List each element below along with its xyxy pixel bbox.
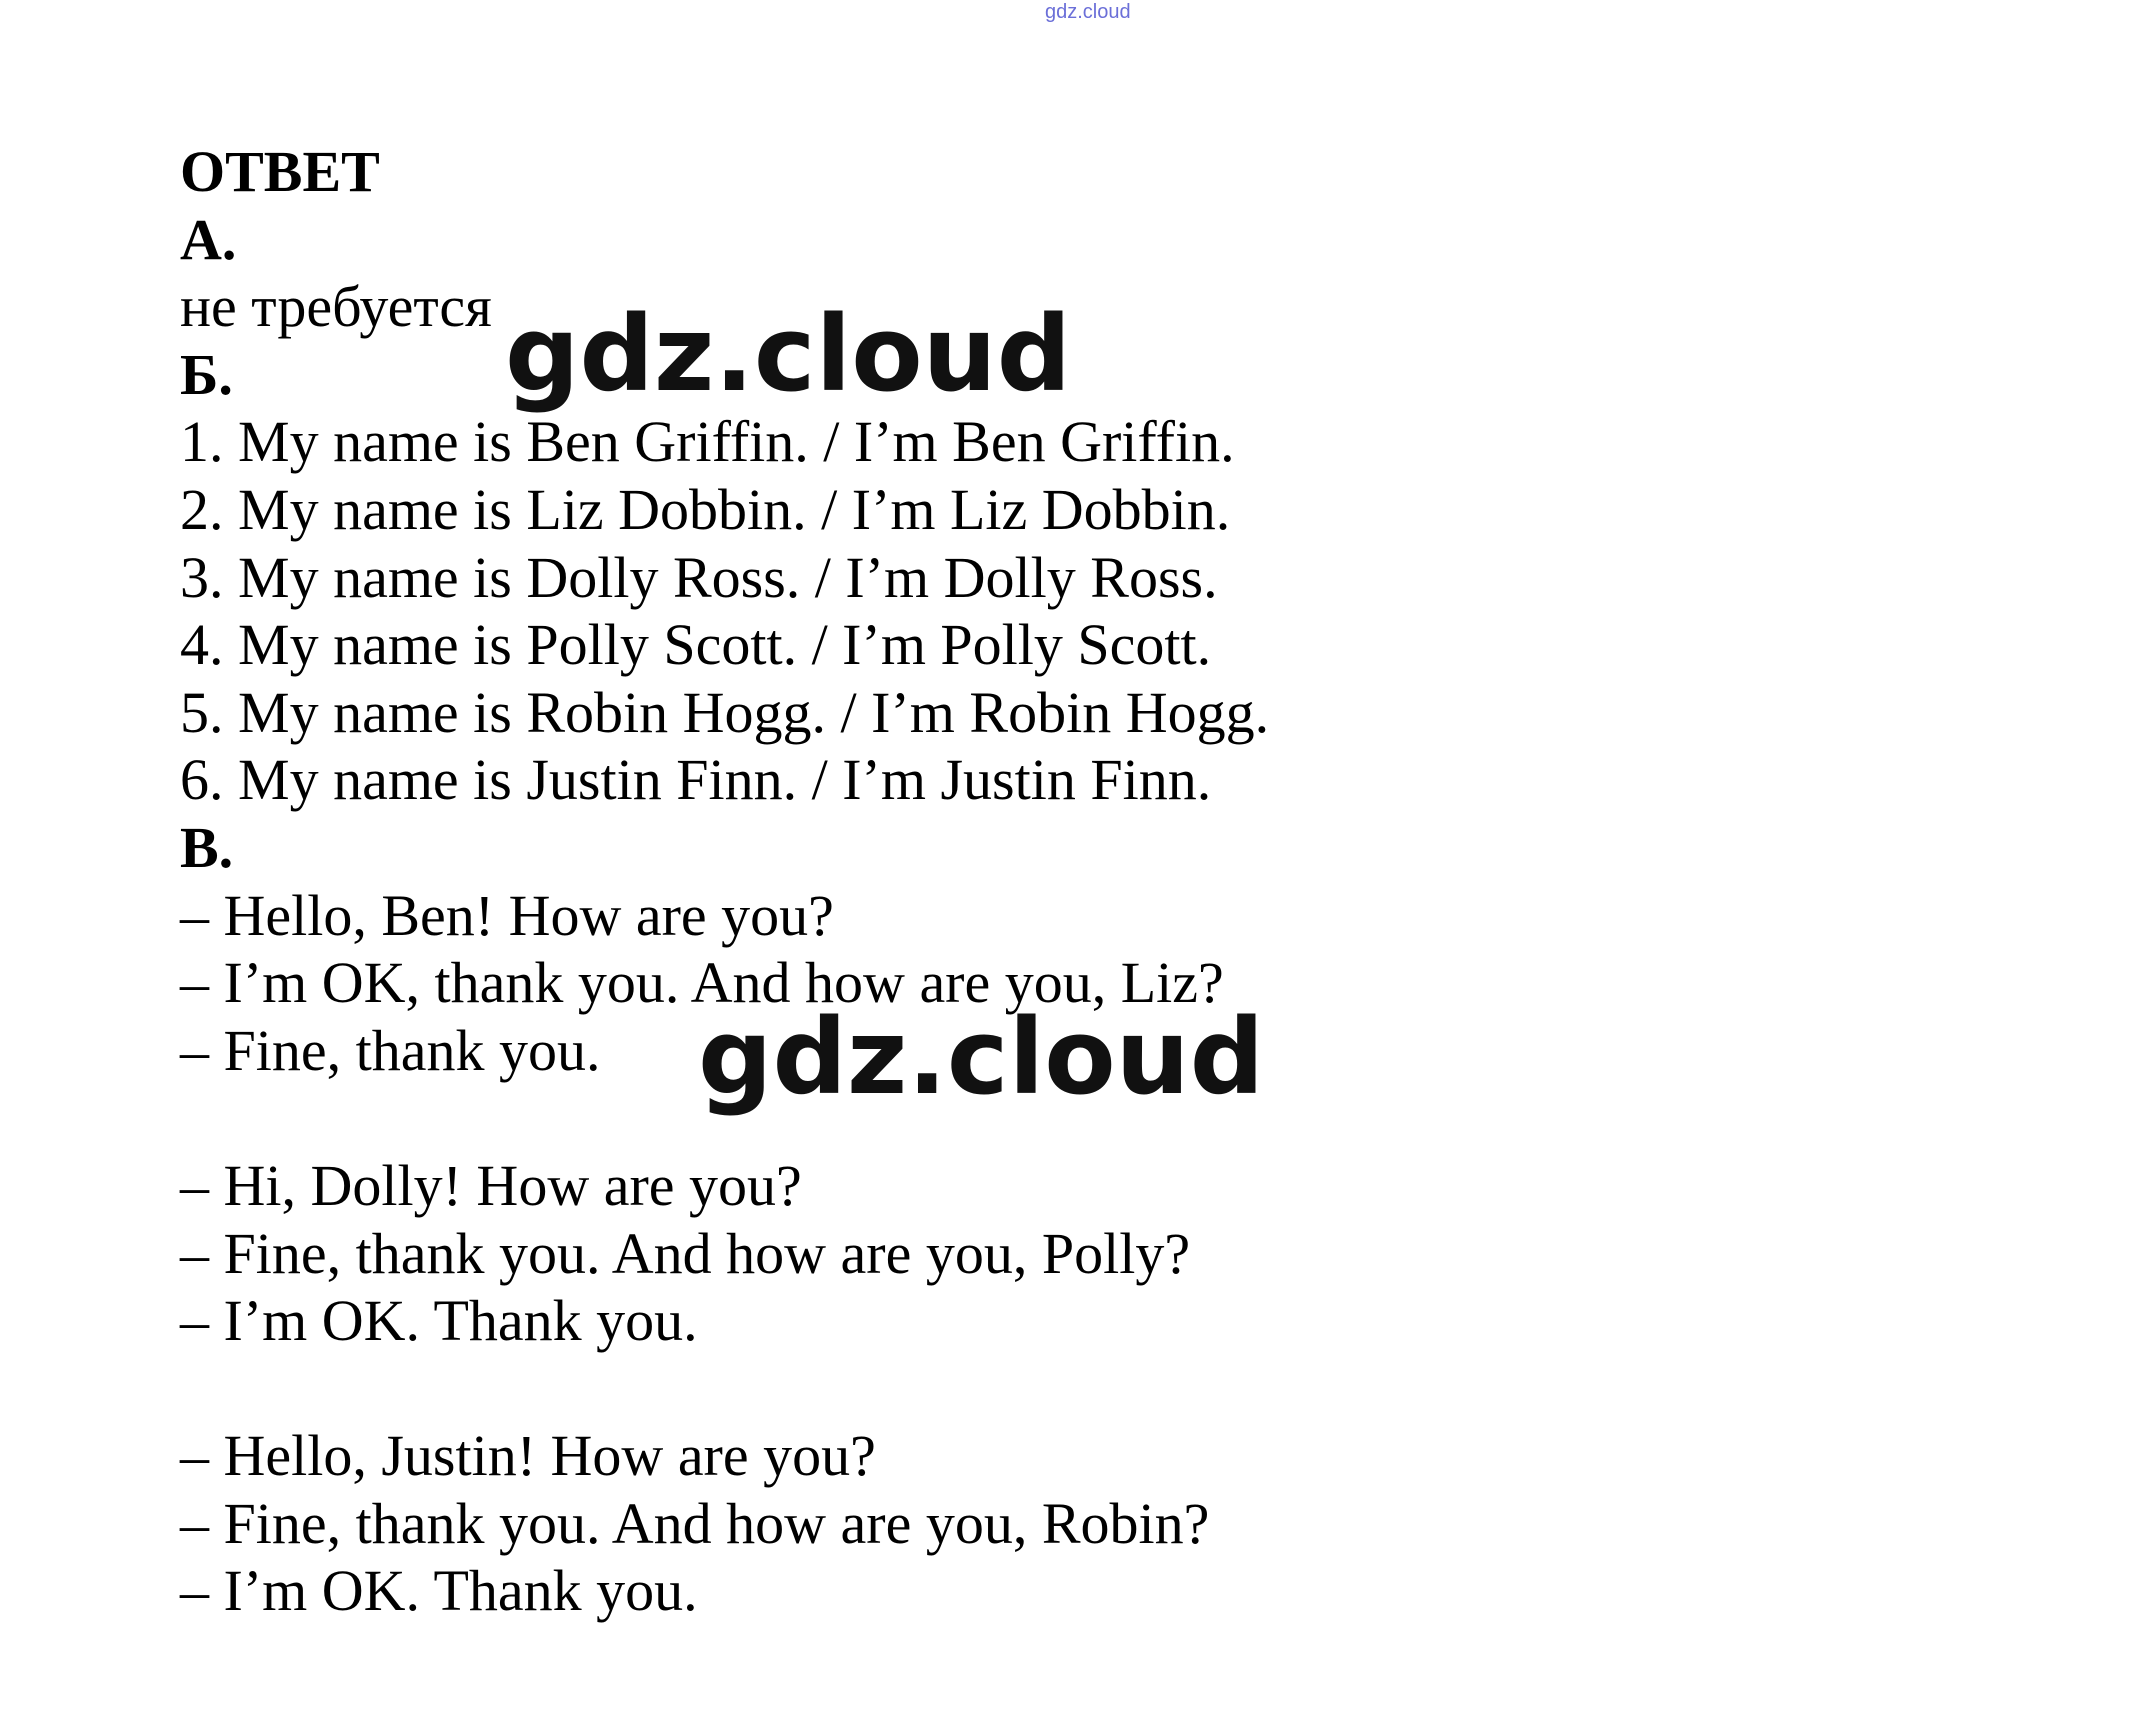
answer-line: 3. My name is Dolly Ross. / I’m Dolly Ross. (180, 544, 1218, 610)
answer-line: 6. My name is Justin Finn. / I’m Justin Finn. (180, 747, 1212, 813)
watermark: gdz.cloud (505, 293, 1072, 415)
answer-line: 1. My name is Ben Griffin. / I’m Ben Griffin. (180, 409, 1235, 475)
dialogue-line: – Hello, Justin! How are you? (180, 1423, 876, 1489)
dialogue-line: – Hi, Dolly! How are you? (180, 1152, 802, 1218)
answer-document (180, 138, 2080, 1625)
dialogue-line: – Fine, thank you. And how are you, Robin? (180, 1490, 1210, 1556)
dialogue-line: – Fine, thank you. And how are you, Polly? (180, 1220, 1191, 1286)
section-b-label: Б. (180, 341, 233, 407)
blank-line (180, 1355, 2080, 1423)
dialogue-line: – Hello, Ben! How are you? (180, 882, 834, 948)
answer-heading: ОТВЕТ (180, 139, 380, 204)
answer-line: 5. My name is Robin Hogg. / I’m Robin Hogg. (180, 679, 1270, 745)
header-watermark: gdz.cloud (1045, 1, 1131, 23)
dialogue-line: – I’m OK. Thank you. (180, 1558, 698, 1624)
answer-line: 2. My name is Liz Dobbin. / I’m Liz Dobbin. (180, 476, 1231, 542)
section-a-text: не требуется (180, 274, 492, 340)
section-v-label: В. (180, 814, 234, 880)
watermark: gdz.cloud (698, 996, 1265, 1118)
section-a-label: А. (180, 206, 237, 272)
answer-line: 4. My name is Polly Scott. / I’m Polly Scott. (180, 612, 1212, 678)
dialogue-line: – Fine, thank you. (180, 1017, 601, 1083)
dialogue-line: – I’m OK, thank you. And how are you, Liz? (180, 950, 1224, 1016)
dialogue-line: – I’m OK. Thank you. (180, 1288, 698, 1354)
